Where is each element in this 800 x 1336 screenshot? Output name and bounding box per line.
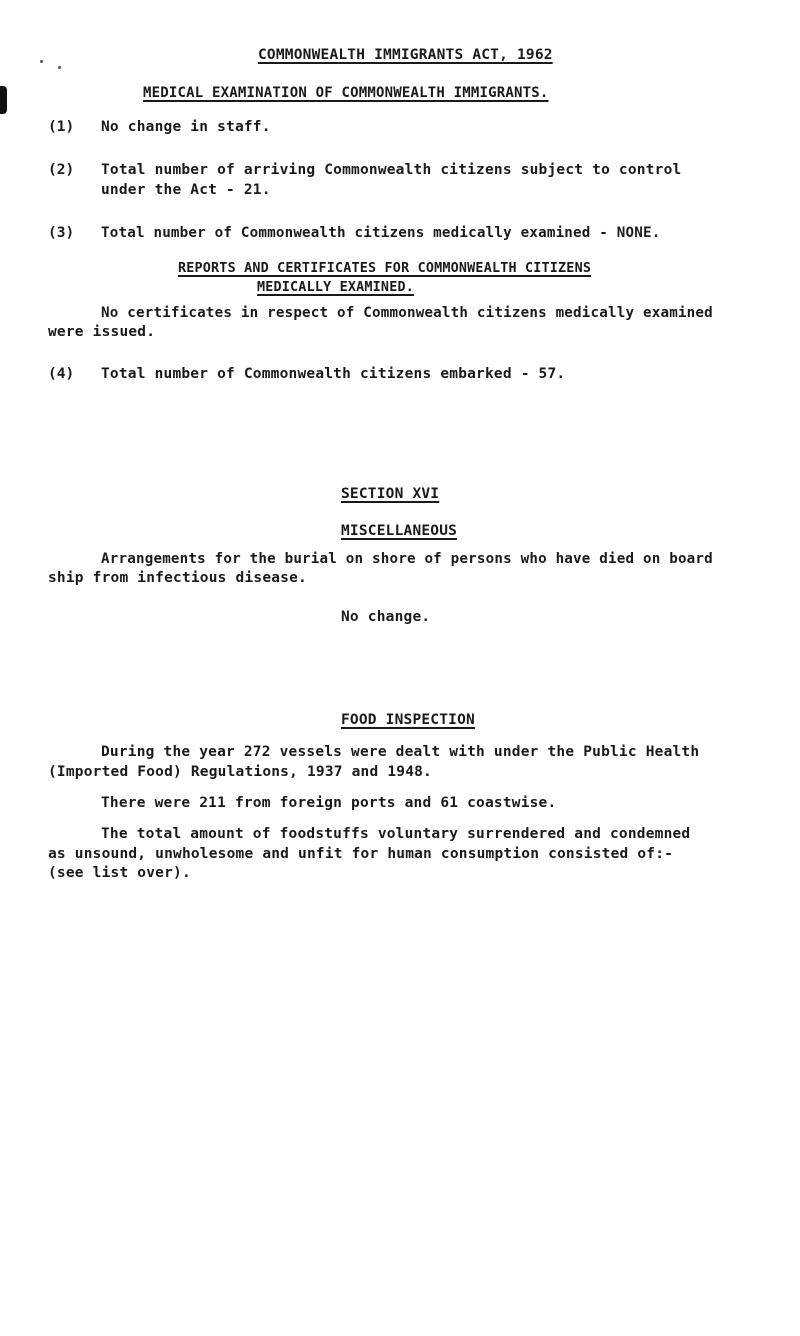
reports-body: No certificates in respect of Commonwealth citizens medically examined xyxy=(101,305,713,321)
food-paragraph: (see list over). xyxy=(48,865,191,881)
scan-edge-mark xyxy=(0,86,7,114)
item-number: (4) xyxy=(48,366,75,382)
section-body: Arrangements for the burial on shore of persons who have died on board xyxy=(101,551,713,567)
food-paragraph: (Imported Food) Regulations, 1937 and 1948. xyxy=(48,764,432,780)
item-text: Total number of Commonwealth citizens embarked - 57. xyxy=(101,366,566,382)
reports-body: were issued. xyxy=(48,324,156,340)
section-note: No change. xyxy=(341,609,431,625)
scan-speck xyxy=(58,66,61,69)
item-number: (2) xyxy=(48,162,75,178)
food-heading: FOOD INSPECTION xyxy=(341,712,475,728)
section-subtitle: MISCELLANEOUS xyxy=(341,523,458,539)
food-paragraph: The total amount of foodstuffs voluntary surrendered and condemned xyxy=(101,826,691,842)
item-number: (1) xyxy=(48,119,75,135)
reports-heading: MEDICALLY EXAMINED. xyxy=(257,280,414,295)
item-text: Total number of arriving Commonwealth citizens subject to control xyxy=(101,162,682,178)
item-text: No change in staff. xyxy=(101,119,271,135)
item-number: (3) xyxy=(48,225,75,241)
section-title: SECTION XVI xyxy=(341,486,440,502)
item-text: under the Act - 21. xyxy=(101,182,271,198)
reports-heading: REPORTS AND CERTIFICATES FOR COMMONWEALTH CITIZENS xyxy=(178,261,592,276)
scan-speck xyxy=(40,60,43,63)
act-title: COMMONWEALTH IMMIGRANTS ACT, 1962 xyxy=(258,47,553,63)
food-paragraph: There were 211 from foreign ports and 61 coastwise. xyxy=(101,795,557,811)
section-body: ship from infectious disease. xyxy=(48,570,307,586)
item-text: Total number of Commonwealth citizens medically examined - NONE. xyxy=(101,225,661,241)
food-paragraph: as unsound, unwholesome and unfit for human consumption consisted of:- xyxy=(48,846,674,862)
section-heading: MEDICAL EXAMINATION OF COMMONWEALTH IMMIGRANTS. xyxy=(143,85,549,101)
food-paragraph: During the year 272 vessels were dealt with under the Public Health xyxy=(101,744,700,760)
